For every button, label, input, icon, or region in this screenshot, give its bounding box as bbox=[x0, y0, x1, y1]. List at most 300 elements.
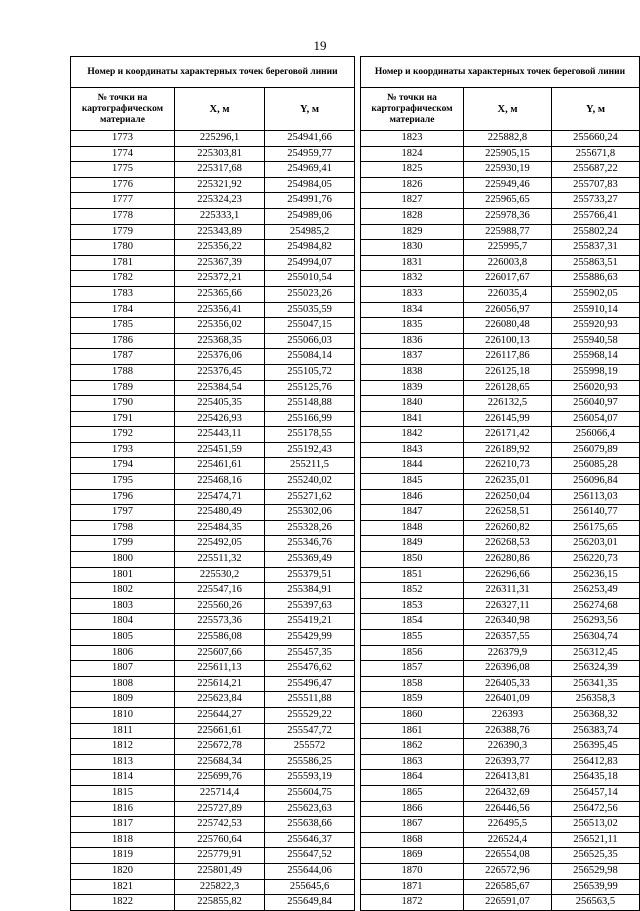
cell-y: 255346,76 bbox=[265, 536, 355, 552]
table-row bbox=[361, 598, 640, 614]
cell-point-number: 1792 bbox=[71, 427, 175, 443]
cell-x: 226171,42 bbox=[464, 427, 552, 443]
cell-point-number: 1855 bbox=[361, 630, 464, 646]
table-row bbox=[71, 271, 355, 287]
cell-point-number: 1788 bbox=[71, 364, 175, 380]
cell-x: 225727,89 bbox=[175, 801, 265, 817]
cell-y: 255066,03 bbox=[265, 333, 355, 349]
cell-point-number: 1794 bbox=[71, 458, 175, 474]
cell-point-number: 1838 bbox=[361, 364, 464, 380]
cell-x: 225426,93 bbox=[175, 411, 265, 427]
cell-y: 255429,99 bbox=[265, 630, 355, 646]
cell-point-number: 1797 bbox=[71, 505, 175, 521]
cell-point-number: 1809 bbox=[71, 692, 175, 708]
cell-point-number: 1818 bbox=[71, 832, 175, 848]
cell-x: 225611,13 bbox=[175, 661, 265, 677]
cell-y: 255638,66 bbox=[265, 817, 355, 833]
cell-x: 226585,67 bbox=[464, 879, 552, 895]
cell-y: 256395,45 bbox=[551, 739, 639, 755]
table-row bbox=[361, 177, 640, 193]
cell-x: 226268,53 bbox=[464, 536, 552, 552]
cell-point-number: 1852 bbox=[361, 583, 464, 599]
cell-x: 225560,26 bbox=[175, 598, 265, 614]
cell-x: 226393,77 bbox=[464, 754, 552, 770]
cell-x: 226296,66 bbox=[464, 567, 552, 583]
cell-point-number: 1849 bbox=[361, 536, 464, 552]
cell-point-number: 1810 bbox=[71, 707, 175, 723]
table-row bbox=[361, 630, 640, 646]
cell-point-number: 1822 bbox=[71, 895, 175, 911]
table-row bbox=[71, 520, 355, 536]
cell-point-number: 1816 bbox=[71, 801, 175, 817]
table-row bbox=[361, 162, 640, 178]
cell-point-number: 1848 bbox=[361, 520, 464, 536]
cell-x: 226379,9 bbox=[464, 645, 552, 661]
cell-x: 225714,4 bbox=[175, 785, 265, 801]
cell-y: 255707,83 bbox=[551, 177, 639, 193]
table-row bbox=[71, 177, 355, 193]
table-row bbox=[361, 318, 640, 334]
cell-x: 225384,54 bbox=[175, 380, 265, 396]
cell-y: 255644,06 bbox=[265, 863, 355, 879]
cell-x: 225461,61 bbox=[175, 458, 265, 474]
table-row bbox=[71, 396, 355, 412]
table-row bbox=[71, 240, 355, 256]
cell-y: 255547,72 bbox=[265, 723, 355, 739]
cell-x: 225484,35 bbox=[175, 520, 265, 536]
table-row bbox=[361, 552, 640, 568]
cell-y: 256054,07 bbox=[551, 411, 639, 427]
cell-point-number: 1789 bbox=[71, 380, 175, 396]
cell-point-number: 1835 bbox=[361, 318, 464, 334]
cell-point-number: 1854 bbox=[361, 614, 464, 630]
cell-x: 225882,8 bbox=[464, 131, 552, 147]
cell-point-number: 1785 bbox=[71, 318, 175, 334]
cell-x: 226003,8 bbox=[464, 255, 552, 271]
cell-x: 226340,98 bbox=[464, 614, 552, 630]
cell-y: 255623,63 bbox=[265, 801, 355, 817]
cell-x: 225356,41 bbox=[175, 302, 265, 318]
table-row bbox=[71, 193, 355, 209]
table-row bbox=[361, 208, 640, 224]
cell-y: 255968,14 bbox=[551, 349, 639, 365]
cell-point-number: 1782 bbox=[71, 271, 175, 287]
cell-x: 226591,07 bbox=[464, 895, 552, 911]
cell-y: 255035,59 bbox=[265, 302, 355, 318]
cell-x: 226117,86 bbox=[464, 349, 552, 365]
table-row bbox=[361, 848, 640, 864]
cell-x: 226258,51 bbox=[464, 505, 552, 521]
cell-point-number: 1791 bbox=[71, 411, 175, 427]
table-body bbox=[71, 131, 355, 911]
cell-x: 225684,34 bbox=[175, 754, 265, 770]
cell-x: 226405,33 bbox=[464, 676, 552, 692]
cell-x: 225356,22 bbox=[175, 240, 265, 256]
cell-x: 225365,66 bbox=[175, 286, 265, 302]
cell-point-number: 1836 bbox=[361, 333, 464, 349]
table-row bbox=[71, 583, 355, 599]
cell-x: 226132,5 bbox=[464, 396, 552, 412]
cell-y: 254969,41 bbox=[265, 162, 355, 178]
cell-y: 255802,24 bbox=[551, 224, 639, 240]
cell-point-number: 1863 bbox=[361, 754, 464, 770]
cell-y: 256368,32 bbox=[551, 707, 639, 723]
table-row bbox=[71, 770, 355, 786]
cell-x: 226388,76 bbox=[464, 723, 552, 739]
cell-x: 226100,13 bbox=[464, 333, 552, 349]
table-row bbox=[71, 208, 355, 224]
cell-x: 225372,21 bbox=[175, 271, 265, 287]
table-row bbox=[361, 489, 640, 505]
cell-y: 256358,3 bbox=[551, 692, 639, 708]
cell-x: 225855,82 bbox=[175, 895, 265, 911]
cell-x: 225474,71 bbox=[175, 489, 265, 505]
table-row bbox=[361, 458, 640, 474]
cell-y: 255604,75 bbox=[265, 785, 355, 801]
table-row bbox=[361, 754, 640, 770]
cell-point-number: 1853 bbox=[361, 598, 464, 614]
cell-point-number: 1784 bbox=[71, 302, 175, 318]
cell-x: 226524,4 bbox=[464, 832, 552, 848]
cell-y: 256525,35 bbox=[551, 848, 639, 864]
cell-point-number: 1846 bbox=[361, 489, 464, 505]
cell-y: 255733,27 bbox=[551, 193, 639, 209]
coordinates-table-right bbox=[360, 56, 640, 911]
cell-x: 226396,08 bbox=[464, 661, 552, 677]
cell-y: 255837,31 bbox=[551, 240, 639, 256]
cell-point-number: 1805 bbox=[71, 630, 175, 646]
table-row bbox=[361, 567, 640, 583]
cell-x: 226056,97 bbox=[464, 302, 552, 318]
cell-y: 255397,63 bbox=[265, 598, 355, 614]
page-number: 19 bbox=[313, 38, 327, 53]
cell-y: 255529,22 bbox=[265, 707, 355, 723]
table-row bbox=[71, 614, 355, 630]
table-row bbox=[361, 505, 640, 521]
cell-x: 225822,3 bbox=[175, 879, 265, 895]
table-row bbox=[71, 630, 355, 646]
cell-point-number: 1799 bbox=[71, 536, 175, 552]
cell-y: 256472,56 bbox=[551, 801, 639, 817]
table-row bbox=[361, 536, 640, 552]
cell-point-number: 1831 bbox=[361, 255, 464, 271]
cell-x: 226128,65 bbox=[464, 380, 552, 396]
cell-x: 225324,23 bbox=[175, 193, 265, 209]
cell-x: 225451,59 bbox=[175, 442, 265, 458]
table-row bbox=[361, 286, 640, 302]
cell-point-number: 1871 bbox=[361, 879, 464, 895]
cell-x: 225511,32 bbox=[175, 552, 265, 568]
cell-y: 255902,05 bbox=[551, 286, 639, 302]
cell-point-number: 1867 bbox=[361, 817, 464, 833]
cell-point-number: 1864 bbox=[361, 770, 464, 786]
cell-x: 226280,86 bbox=[464, 552, 552, 568]
cell-y: 255166,99 bbox=[265, 411, 355, 427]
cell-point-number: 1857 bbox=[361, 661, 464, 677]
cell-y: 255148,88 bbox=[265, 396, 355, 412]
table-row bbox=[361, 271, 640, 287]
cell-y: 254991,76 bbox=[265, 193, 355, 209]
cell-point-number: 1811 bbox=[71, 723, 175, 739]
cell-x: 226210,73 bbox=[464, 458, 552, 474]
cell-y: 255646,37 bbox=[265, 832, 355, 848]
table-row bbox=[361, 131, 640, 147]
cell-y: 255384,91 bbox=[265, 583, 355, 599]
cell-point-number: 1773 bbox=[71, 131, 175, 147]
table-row bbox=[361, 193, 640, 209]
table-row bbox=[71, 349, 355, 365]
column-header-point-number: № точки на картографическом материале bbox=[71, 88, 175, 131]
table-row bbox=[361, 302, 640, 318]
table-row bbox=[361, 817, 640, 833]
cell-point-number: 1819 bbox=[71, 848, 175, 864]
cell-point-number: 1803 bbox=[71, 598, 175, 614]
table-row bbox=[361, 707, 640, 723]
cell-x: 226017,67 bbox=[464, 271, 552, 287]
table-row bbox=[71, 458, 355, 474]
cell-x: 225468,16 bbox=[175, 474, 265, 490]
cell-y: 255328,26 bbox=[265, 520, 355, 536]
cell-y: 256203,01 bbox=[551, 536, 639, 552]
table-row bbox=[71, 411, 355, 427]
cell-y: 256563,5 bbox=[551, 895, 639, 911]
table-row bbox=[71, 863, 355, 879]
cell-y: 255369,49 bbox=[265, 552, 355, 568]
cell-y: 255496,47 bbox=[265, 676, 355, 692]
cell-point-number: 1781 bbox=[71, 255, 175, 271]
cell-point-number: 1817 bbox=[71, 817, 175, 833]
cell-point-number: 1851 bbox=[361, 567, 464, 583]
cell-point-number: 1780 bbox=[71, 240, 175, 256]
cell-y: 255572 bbox=[265, 739, 355, 755]
cell-y: 256020,93 bbox=[551, 380, 639, 396]
table-row bbox=[361, 442, 640, 458]
cell-x: 225376,06 bbox=[175, 349, 265, 365]
cell-x: 225547,16 bbox=[175, 583, 265, 599]
cell-y: 255920,93 bbox=[551, 318, 639, 334]
cell-y: 256383,74 bbox=[551, 723, 639, 739]
cell-y: 254959,77 bbox=[265, 146, 355, 162]
table-title: Номер и координаты характерных точек береговой линии bbox=[361, 57, 640, 88]
cell-y: 254984,82 bbox=[265, 240, 355, 256]
cell-y: 256341,35 bbox=[551, 676, 639, 692]
cell-y: 255240,02 bbox=[265, 474, 355, 490]
cell-y: 255766,41 bbox=[551, 208, 639, 224]
table-row bbox=[361, 801, 640, 817]
column-header-x: X, м bbox=[175, 88, 265, 131]
cell-x: 225303,81 bbox=[175, 146, 265, 162]
cell-point-number: 1862 bbox=[361, 739, 464, 755]
cell-y: 256079,89 bbox=[551, 442, 639, 458]
column-header-point-number: № точки на картографическом материале bbox=[361, 88, 464, 131]
table-body bbox=[361, 131, 640, 911]
cell-point-number: 1860 bbox=[361, 707, 464, 723]
cell-point-number: 1865 bbox=[361, 785, 464, 801]
cell-point-number: 1802 bbox=[71, 583, 175, 599]
cell-x: 226311,31 bbox=[464, 583, 552, 599]
cell-point-number: 1830 bbox=[361, 240, 464, 256]
table-row bbox=[71, 552, 355, 568]
cell-point-number: 1774 bbox=[71, 146, 175, 162]
cell-x: 225661,61 bbox=[175, 723, 265, 739]
cell-y: 256513,02 bbox=[551, 817, 639, 833]
table-row bbox=[71, 489, 355, 505]
table-row bbox=[361, 240, 640, 256]
cell-point-number: 1786 bbox=[71, 333, 175, 349]
table-row bbox=[361, 224, 640, 240]
cell-y: 255178,55 bbox=[265, 427, 355, 443]
cell-x: 225405,35 bbox=[175, 396, 265, 412]
table-row bbox=[71, 318, 355, 334]
table-row bbox=[361, 396, 640, 412]
table-row bbox=[71, 255, 355, 271]
cell-x: 225699,76 bbox=[175, 770, 265, 786]
table-row bbox=[71, 692, 355, 708]
cell-point-number: 1843 bbox=[361, 442, 464, 458]
table-row bbox=[71, 661, 355, 677]
cell-x: 226125,18 bbox=[464, 364, 552, 380]
cell-y: 255302,06 bbox=[265, 505, 355, 521]
cell-x: 226327,11 bbox=[464, 598, 552, 614]
table-row bbox=[71, 505, 355, 521]
cell-point-number: 1829 bbox=[361, 224, 464, 240]
table-row bbox=[71, 879, 355, 895]
cell-point-number: 1850 bbox=[361, 552, 464, 568]
cell-y: 256521,11 bbox=[551, 832, 639, 848]
cell-y: 255671,8 bbox=[551, 146, 639, 162]
cell-y: 255125,76 bbox=[265, 380, 355, 396]
cell-x: 225614,21 bbox=[175, 676, 265, 692]
table-row bbox=[71, 146, 355, 162]
cell-point-number: 1842 bbox=[361, 427, 464, 443]
table-row bbox=[71, 785, 355, 801]
cell-y: 255660,24 bbox=[551, 131, 639, 147]
cell-x: 226554,08 bbox=[464, 848, 552, 864]
cell-y: 255084,14 bbox=[265, 349, 355, 365]
cell-y: 256040,97 bbox=[551, 396, 639, 412]
cell-point-number: 1813 bbox=[71, 754, 175, 770]
cell-point-number: 1795 bbox=[71, 474, 175, 490]
cell-point-number: 1872 bbox=[361, 895, 464, 911]
cell-y: 256293,56 bbox=[551, 614, 639, 630]
table-row bbox=[71, 364, 355, 380]
cell-x: 225480,49 bbox=[175, 505, 265, 521]
cell-point-number: 1787 bbox=[71, 349, 175, 365]
cell-x: 225779,91 bbox=[175, 848, 265, 864]
cell-point-number: 1827 bbox=[361, 193, 464, 209]
table-row bbox=[361, 520, 640, 536]
cell-point-number: 1844 bbox=[361, 458, 464, 474]
cell-y: 256096,84 bbox=[551, 474, 639, 490]
cell-point-number: 1824 bbox=[361, 146, 464, 162]
cell-y: 256085,28 bbox=[551, 458, 639, 474]
table-row bbox=[71, 754, 355, 770]
cell-point-number: 1833 bbox=[361, 286, 464, 302]
cell-point-number: 1869 bbox=[361, 848, 464, 864]
table-row bbox=[71, 536, 355, 552]
cell-point-number: 1778 bbox=[71, 208, 175, 224]
cell-y: 255010,54 bbox=[265, 271, 355, 287]
cell-point-number: 1861 bbox=[361, 723, 464, 739]
table-row bbox=[361, 723, 640, 739]
cell-point-number: 1839 bbox=[361, 380, 464, 396]
table-row bbox=[71, 380, 355, 396]
cell-point-number: 1828 bbox=[361, 208, 464, 224]
table-row bbox=[71, 224, 355, 240]
cell-point-number: 1779 bbox=[71, 224, 175, 240]
table-row bbox=[71, 442, 355, 458]
cell-y: 254994,07 bbox=[265, 255, 355, 271]
cell-point-number: 1858 bbox=[361, 676, 464, 692]
cell-x: 226035,4 bbox=[464, 286, 552, 302]
table-row bbox=[71, 895, 355, 911]
cell-y: 256435,18 bbox=[551, 770, 639, 786]
table-row bbox=[361, 645, 640, 661]
cell-y: 256457,14 bbox=[551, 785, 639, 801]
cell-point-number: 1801 bbox=[71, 567, 175, 583]
cell-x: 225586,08 bbox=[175, 630, 265, 646]
table-row bbox=[361, 255, 640, 271]
cell-point-number: 1832 bbox=[361, 271, 464, 287]
cell-y: 254985,2 bbox=[265, 224, 355, 240]
table-row bbox=[361, 879, 640, 895]
table-row bbox=[361, 474, 640, 490]
cell-point-number: 1808 bbox=[71, 676, 175, 692]
table-title: Номер и координаты характерных точек береговой линии bbox=[71, 57, 355, 88]
cell-y: 255192,43 bbox=[265, 442, 355, 458]
table-row bbox=[361, 427, 640, 443]
cell-x: 225949,46 bbox=[464, 177, 552, 193]
table-row bbox=[71, 723, 355, 739]
cell-x: 225623,84 bbox=[175, 692, 265, 708]
cell-y: 255476,62 bbox=[265, 661, 355, 677]
table-row bbox=[71, 739, 355, 755]
cell-x: 225742,53 bbox=[175, 817, 265, 833]
cell-x: 226572,96 bbox=[464, 863, 552, 879]
table-row bbox=[361, 863, 640, 879]
cell-y: 254941,66 bbox=[265, 131, 355, 147]
cell-point-number: 1815 bbox=[71, 785, 175, 801]
column-header-x: X, м bbox=[464, 88, 552, 131]
cell-point-number: 1796 bbox=[71, 489, 175, 505]
cell-x: 225367,39 bbox=[175, 255, 265, 271]
cell-y: 255863,51 bbox=[551, 255, 639, 271]
cell-y: 256312,45 bbox=[551, 645, 639, 661]
cell-point-number: 1812 bbox=[71, 739, 175, 755]
cell-y: 255457,35 bbox=[265, 645, 355, 661]
cell-x: 225492,05 bbox=[175, 536, 265, 552]
cell-point-number: 1856 bbox=[361, 645, 464, 661]
table-row bbox=[71, 333, 355, 349]
cell-point-number: 1859 bbox=[361, 692, 464, 708]
cell-x: 226080,48 bbox=[464, 318, 552, 334]
table-row bbox=[71, 427, 355, 443]
table-row bbox=[71, 676, 355, 692]
cell-y: 255645,6 bbox=[265, 879, 355, 895]
table-row bbox=[361, 583, 640, 599]
cell-point-number: 1800 bbox=[71, 552, 175, 568]
cell-y: 256220,73 bbox=[551, 552, 639, 568]
cell-y: 254989,06 bbox=[265, 208, 355, 224]
table-row bbox=[361, 364, 640, 380]
cell-x: 226401,09 bbox=[464, 692, 552, 708]
cell-x: 226260,82 bbox=[464, 520, 552, 536]
table-row bbox=[361, 785, 640, 801]
cell-y: 256253,49 bbox=[551, 583, 639, 599]
cell-x: 225607,66 bbox=[175, 645, 265, 661]
cell-x: 226357,55 bbox=[464, 630, 552, 646]
cell-y: 254984,05 bbox=[265, 177, 355, 193]
